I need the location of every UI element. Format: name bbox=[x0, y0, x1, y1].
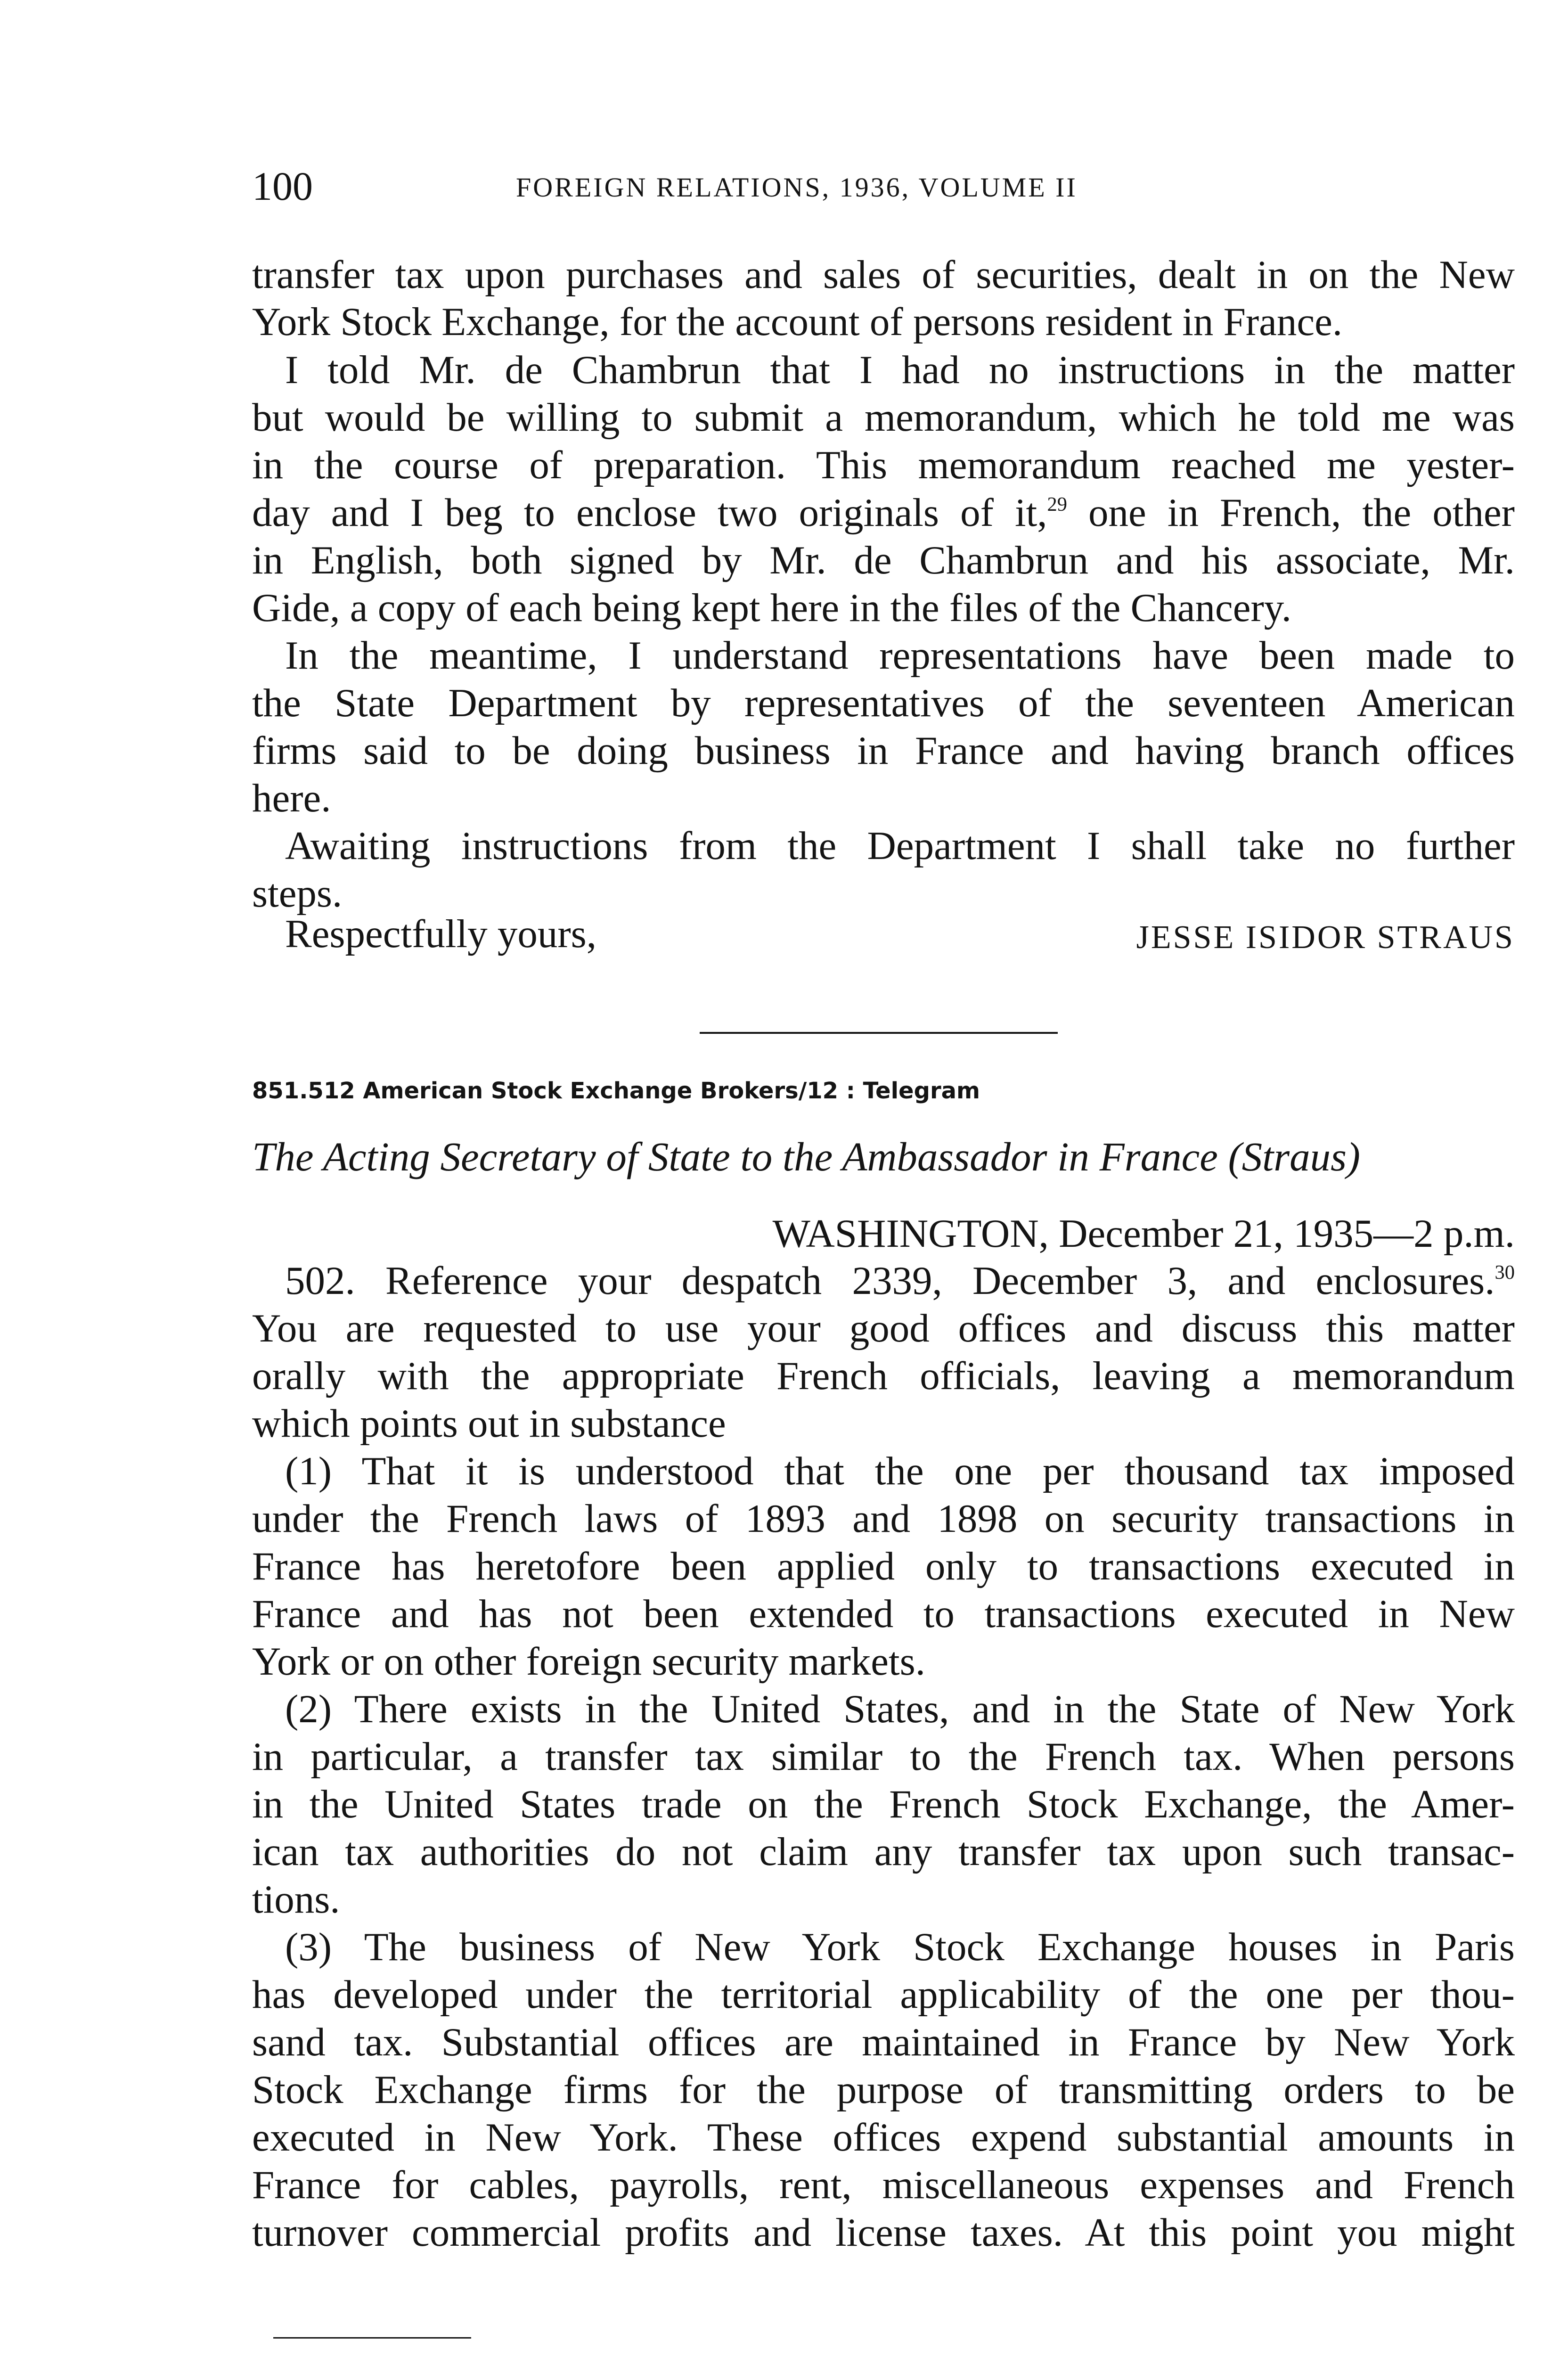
section-divider bbox=[700, 1032, 1058, 1034]
telegram-line: in particular, a transfer tax similar to the French tax. When persons bbox=[252, 1734, 1515, 1779]
telegram-line: France has heretofore been applied only to transactions executed in bbox=[252, 1544, 1515, 1588]
telegram-line: in the United States trade on the French Stock Exchange, the Amer- bbox=[252, 1782, 1515, 1826]
letter-line: but would be willing to submit a memorandum, which he told me was bbox=[252, 395, 1515, 440]
telegram-line: under the French laws of 1893 and 1898 on security transactions in bbox=[252, 1497, 1515, 1541]
telegram-line: York or on other foreign security markets. bbox=[252, 1639, 925, 1684]
letter-line: steps. bbox=[252, 871, 343, 916]
letter-line: York Stock Exchange, for the account of persons resident in France. bbox=[252, 300, 1343, 344]
document-title: The Acting Secretary of State to the Ambassador in France (Straus) bbox=[252, 1134, 1360, 1179]
letter-text: one in French, the other bbox=[1067, 491, 1515, 535]
telegram-line: France and has not been extended to transactions executed in New bbox=[252, 1592, 1515, 1636]
page-number: 100 bbox=[252, 164, 313, 209]
telegram-line: has developed under the territorial applicability of the one per thou- bbox=[252, 1972, 1515, 2017]
letter-line bbox=[252, 490, 1515, 535]
telegram-line: Stock Exchange firms for the purpose of transmitting orders to be bbox=[252, 2068, 1515, 2112]
footnote-divider bbox=[273, 2337, 471, 2339]
telegram-line: tions. bbox=[252, 1877, 340, 1922]
telegram-line: (3) The business of New York Stock Exchange houses in Paris bbox=[285, 1925, 1515, 1969]
letter-line: I told Mr. de Chambrun that I had no instructions in the matter bbox=[285, 348, 1515, 392]
letter-text: day and I beg to enclose two originals of it, bbox=[252, 491, 1047, 535]
letter-line: in the course of preparation. This memorandum reached me yester- bbox=[252, 443, 1515, 487]
telegram-line: which points out in substance bbox=[252, 1401, 726, 1446]
letter-line: the State Department by representatives of the seventeen American bbox=[252, 681, 1515, 725]
letter-line: in English, both signed by Mr. de Chambrun and his associate, Mr. bbox=[252, 538, 1515, 582]
letter-line: here. bbox=[252, 776, 331, 820]
letter-line: In the meantime, I understand representations have been made to bbox=[285, 633, 1515, 678]
telegram-line: executed in New York. These offices expend substantial amounts in bbox=[252, 2115, 1515, 2160]
signature: JESSE ISIDOR STRAUS bbox=[1136, 919, 1515, 956]
telegram-line bbox=[285, 1258, 1515, 1303]
footnote-ref-30: 30 bbox=[1494, 1261, 1515, 1284]
letter-line: firms said to be doing business in France and having branch offices bbox=[252, 728, 1515, 773]
dateline: WASHINGTON, December 21, 1935—2 p.m. bbox=[772, 1211, 1515, 1256]
telegram-line: turnover commercial profits and license taxes. At this point you might bbox=[252, 2210, 1515, 2255]
telegram-line: sand tax. Substantial offices are maintained in France by New York bbox=[252, 2020, 1515, 2064]
letter-line: Awaiting instructions from the Department I shall take no further bbox=[285, 824, 1515, 868]
letter-line: Gide, a copy of each being kept here in the files of the Chancery. bbox=[252, 586, 1291, 630]
letter-line: transfer tax upon purchases and sales of securities, dealt in on the New bbox=[252, 253, 1515, 297]
telegram-line: ican tax authorities do not claim any transfer tax upon such transac- bbox=[252, 1830, 1515, 1874]
telegram-line: (2) There exists in the United States, and in the State of New York bbox=[285, 1687, 1515, 1731]
running-head: FOREIGN RELATIONS, 1936, VOLUME II bbox=[516, 172, 1078, 203]
telegram-line: You are requested to use your good offices and discuss this matter bbox=[252, 1306, 1515, 1350]
telegram-line: orally with the appropriate French officials, leaving a memorandum bbox=[252, 1354, 1515, 1398]
page-header bbox=[252, 163, 1515, 219]
file-reference: 851.512 American Stock Exchange Brokers/12 : Telegram bbox=[252, 1078, 980, 1104]
closing: Respectfully yours, bbox=[285, 912, 596, 956]
telegram-line: France for cables, payrolls, rent, miscellaneous expenses and French bbox=[252, 2163, 1515, 2207]
footnote-ref-29: 29 bbox=[1047, 493, 1067, 516]
telegram-text: 502. Reference your despatch 2339, December 3, and enclosures. bbox=[285, 1259, 1495, 1303]
telegram-line: (1) That it is understood that the one per thousand tax imposed bbox=[285, 1449, 1515, 1493]
